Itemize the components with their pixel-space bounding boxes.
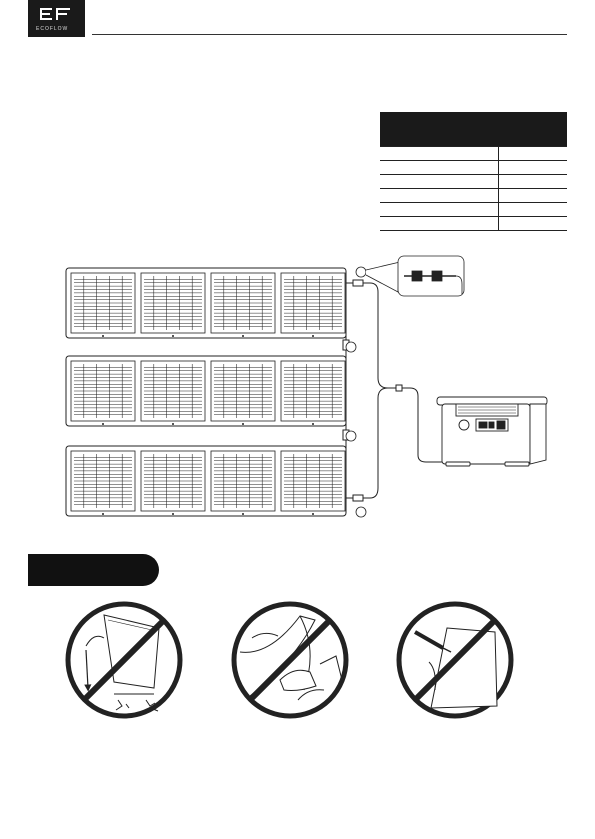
- panel-grommet: [172, 423, 174, 425]
- callout-4: [356, 507, 366, 517]
- panel-grommet: [312, 335, 314, 337]
- panel-grommet: [102, 513, 104, 515]
- panel-grommet: [102, 423, 104, 425]
- section-title-pill: [28, 554, 159, 586]
- no-drop-panel-icon: [68, 604, 180, 716]
- panel-grommet: [172, 335, 174, 337]
- panel-grommet: [172, 513, 174, 515]
- solar-panel-array: [66, 268, 346, 516]
- callout-2: [346, 342, 356, 352]
- logo-wordmark: ECOFLOW: [36, 26, 69, 32]
- panel-grommet: [242, 335, 244, 337]
- panel-grommet: [312, 513, 314, 515]
- panel-grommet: [242, 513, 244, 515]
- power-station-icon: [437, 397, 547, 466]
- no-bend-panel-icon: [234, 604, 346, 716]
- panel-grommet: [312, 423, 314, 425]
- connection-callouts: [346, 267, 366, 517]
- callout-1: [356, 267, 366, 277]
- callout-3: [346, 431, 356, 441]
- connector-detail-zoom: [366, 256, 464, 296]
- panel-grommet: [102, 335, 104, 337]
- panel-grommet: [242, 423, 244, 425]
- connection-cables: [343, 280, 460, 501]
- no-sharp-object-icon: [399, 604, 511, 716]
